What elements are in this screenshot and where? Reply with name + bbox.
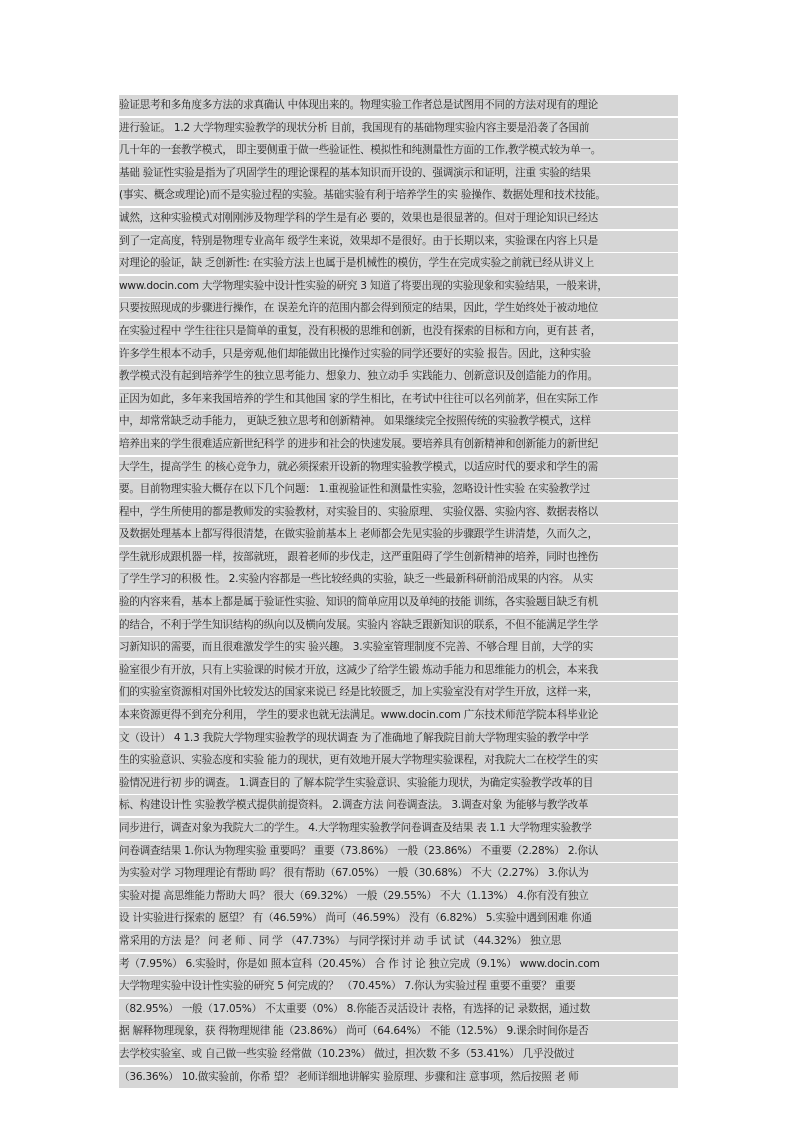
text-line-content: 标、构建设计性 实验教学模式提供前提资料。 2.调查方法 问卷调查法。 3.调查对象 为能够与教学改革 [119, 795, 678, 816]
text-line-content: 学生就形成跟机器一样，按部就班， 跟着老师的步伐走，这严重阻碍了学生创新精神的培养，同时也挫伤 [119, 547, 678, 568]
text-line [119, 615, 678, 638]
text-line [119, 795, 678, 818]
text-line [119, 502, 678, 525]
text-line [119, 660, 678, 683]
text-line [119, 1067, 678, 1090]
text-line-content: 教学模式没有起到培养学生的独立思考能力、想象力、独立动手 实践能力、创新意识及创造能力的作用。 [119, 366, 678, 387]
text-line-content: （36.36%） 10.做实验前，你希 望？ 老师详细地讲解实 验原理、步骤和注 意事项，然后按照 老 师 [119, 1067, 678, 1088]
text-line [119, 976, 678, 999]
text-line [119, 728, 678, 751]
text-line-content: 们的实验室资源相对国外比较发达的国家来说已 经是比较匮乏，加上实验室没有对学生开放，这样一来， [119, 682, 678, 703]
text-line-content: 去学校实验室、或 自己做一些实验 经常做（10.23%） 做过，担次数 不多（53.41%） 几乎没做过 [119, 1044, 678, 1065]
text-line-content: 许多学生根本不动手，只是旁观,他们却能做出比操作过实验的同学还要好的实验 报告。因此，这种实验 [119, 344, 678, 365]
text-line [119, 863, 678, 886]
text-line [119, 163, 678, 186]
text-line [119, 140, 678, 163]
text-line [119, 344, 678, 367]
text-line-content: 及数据处理基本上都写得很清楚，在做实验前基本上 老师都会先见实验的步骤跟学生讲清楚，久而久之， [119, 524, 678, 545]
text-line [119, 457, 678, 480]
text-line-content: 几十年的一套教学模式， 即主要侧重于做一些验证性、模拟性和纯测量性方面的工作,教学模式较为单一。 [119, 140, 678, 161]
text-line [119, 637, 678, 660]
text-line [119, 682, 678, 705]
text-line [119, 389, 678, 412]
text-line-content: 文（设计） 4 1.3 我院大学物理实验教学的现状调查 为了准确地了解我院目前大学物理实验的教学中学 [119, 728, 678, 749]
text-line-content: 在实验过程中 学生往往只是简单的重复，没有积极的思维和创新，也没有探索的目标和方向，更有甚 者， [119, 321, 678, 342]
text-line [119, 95, 678, 118]
text-line-content: 诚然，这种实验模式对刚刚涉及物理学科的学生是有必 要的，效果也是很显著的。但对于理论知识已经达 [119, 208, 678, 229]
text-line-content: 大学物理实验中设计性实验的研究 5 何完成的？ （70.45%） 7.你认为实验过程 重要不重要？ 重要 [119, 976, 678, 997]
text-line [119, 1044, 678, 1067]
text-line-content: 设 计实验进行探索的 愿望？ 有（46.59%） 尚可（46.59%） 没有（6.82%） 5.实验中遇到困难 你通 [119, 908, 678, 929]
document-page [119, 95, 678, 1089]
text-line [119, 841, 678, 864]
text-line-content: 验证思考和多角度多方法的求真确认 中体现出来的。物理实验工作者总是试图用不同的方法对现有的理论 [119, 95, 678, 116]
text-line [119, 547, 678, 570]
text-line-content: 实验对提 高思维能力帮助大 吗？ 很大（69.32%） 一般（29.55%） 不大（1.13%） 4.你有没有独立 [119, 886, 678, 907]
text-line-content: 大学生，提高学生 的核心竞争力，就必须探索开设新的物理实验教学模式，以适应时代的要求和学生的需 [119, 457, 678, 478]
text-line [119, 524, 678, 547]
text-line [119, 750, 678, 773]
text-line [119, 886, 678, 909]
text-line-content: 习新知识的需要，而且很难激发学生的实 验兴趣。 3.实验室管理制度不完善、不够合理 目前，大学的实 [119, 637, 678, 658]
text-line-content: 培养出来的学生很难适应新世纪科学 的进步和社会的快速发展。要培养具有创新精神和创新能力的新世纪 [119, 434, 678, 455]
text-line [119, 954, 678, 977]
text-line [119, 479, 678, 502]
text-line [119, 705, 678, 728]
text-line-content: 验室很少有开放，只有上实验课的时候才开放，这减少了给学生锻 炼动手能力和思维能力的机会，本来我 [119, 660, 678, 681]
text-line [119, 773, 678, 796]
text-line [119, 931, 678, 954]
text-line [119, 118, 678, 141]
text-line-content: 对理论的验证，缺 乏创新性: 在实验方法上也属于是机械性的模仿，学生在完成实验之前就已经从讲义上 [119, 253, 678, 274]
text-line-content: www.docin.com 大学物理实验中设计性实验的研究 3 知道了将要出现的实验现象和实验结果，一般来讲， [119, 276, 678, 297]
text-line [119, 411, 678, 434]
text-line-content: 了学生学习的积极 性。 2.实验内容都是一些比较经典的实验，缺乏一些最新科研前沿成果的内容。 从实 [119, 569, 678, 590]
text-line-content: （82.95%） 一般（17.05%） 不太重要（0%） 8.你能否灵活设计 表格，有选择的记 录数据，通过数 [119, 999, 678, 1020]
text-line [119, 1021, 678, 1044]
text-line-content: 正因为如此，多年来我国培养的学生和其他国 家的学生相比，在考试中往往可以名列前茅，但在实际工作 [119, 389, 678, 410]
text-line-content: 本来资源更得不到充分利用， 学生的要求也就无法满足。www.docin.com 广东技术师范学院本科毕业论 [119, 705, 678, 726]
text-line [119, 321, 678, 344]
text-line-content: (事实、概念或理论)而不是实验过程的实验。基础实验有利于培养学生的实 验操作、数据处理和技术技能。 [119, 185, 678, 206]
text-line-content: 常采用的方法 是？ 问 老 师 、同 学 （47.73%） 与同学探讨并 动 手 试 试 （44.32%） 独立思 [119, 931, 678, 952]
text-line-content: 到了一定高度，特别是物理专业高年 级学生来说，效果却不是很好。由于长期以来，实验课在内容上只是 [119, 231, 678, 252]
text-line-content: 验情况进行初 步的调查。 1.调查目的 了解本院学生实验意识、实验能力现状，为确定实验教学改革的目 [119, 773, 678, 794]
text-line-content: 基础 验证性实验是指为了巩固学生的理论课程的基本知识而开设的、强调演示和证明，注重 实验的结果 [119, 163, 678, 184]
text-line-content: 程中，学生所使用的都是教师发的实验教材，对实验目的、实验原理、 实验仪器、实验内容、数据表格以 [119, 502, 678, 523]
text-line-content: 生的实验意识、实验态度和实验 能力的现状，更有效地开展大学物理实验课程，对我院大二在校学生的实 [119, 750, 678, 771]
text-line-content: 的结合，不利于学生知识结构的纵向以及横向发展。实验内 容缺乏跟新知识的联系，不但不能满足学生学 [119, 615, 678, 636]
text-line-content: 考（7.95%） 6.实验时，你是如 照本宣科（20.45%） 合 作 讨 论 独立完成（9.1%） www.docin.com [119, 954, 678, 975]
text-line-content: 验的内容来看，基本上都是属于验证性实验、知识的简单应用以及单纯的技能 训练，各实验题目缺乏有机 [119, 592, 678, 613]
text-line [119, 276, 678, 299]
text-line-content: 只要按照现成的步骤进行操作，在 误差允许的范围内都会得到预定的结果，因此，学生始终处于被动地位 [119, 298, 678, 319]
text-line [119, 231, 678, 254]
text-line [119, 999, 678, 1022]
text-line [119, 434, 678, 457]
text-line-content: 为实验对学 习物理理论有帮助 吗？ 很有帮助（67.05%） 一般（30.68%） 不大（2.27%） 3.你认为 [119, 863, 678, 884]
text-line-content: 问卷调查结果 1.你认为物理实验 重要吗？ 重要（73.86%） 一般（23.86%） 不重要（2.28%） 2.你认 [119, 841, 678, 862]
text-line [119, 253, 678, 276]
text-line-content: 同步进行，调查对象为我院大二的学生。 4.大学物理实验教学问卷调查及结果 表 1.1 大学物理实验教学 [119, 818, 678, 839]
text-line [119, 818, 678, 841]
text-line-content: 进行验证。 1.2 大学物理实验教学的现状分析 目前，我国现有的基础物理实验内容主要是沿袭了各国前 [119, 118, 678, 139]
text-line [119, 185, 678, 208]
text-line [119, 366, 678, 389]
text-line-content: 要。目前物理实验大概存在以下几个问题： 1.重视验证性和测量性实验，忽略设计性实验 在实验教学过 [119, 479, 678, 500]
text-line [119, 569, 678, 592]
text-line-content: 中，却常常缺乏动手能力， 更缺乏独立思考和创新精神。 如果继续完全按照传统的实验教学模式，这样 [119, 411, 678, 432]
text-line [119, 298, 678, 321]
text-line [119, 592, 678, 615]
text-line [119, 908, 678, 931]
text-line [119, 208, 678, 231]
text-line-content: 据 解释物理现象，获 得物理规律 能（23.86%） 尚可（64.64%） 不能（12.5%） 9.课余时间你是否 [119, 1021, 678, 1042]
